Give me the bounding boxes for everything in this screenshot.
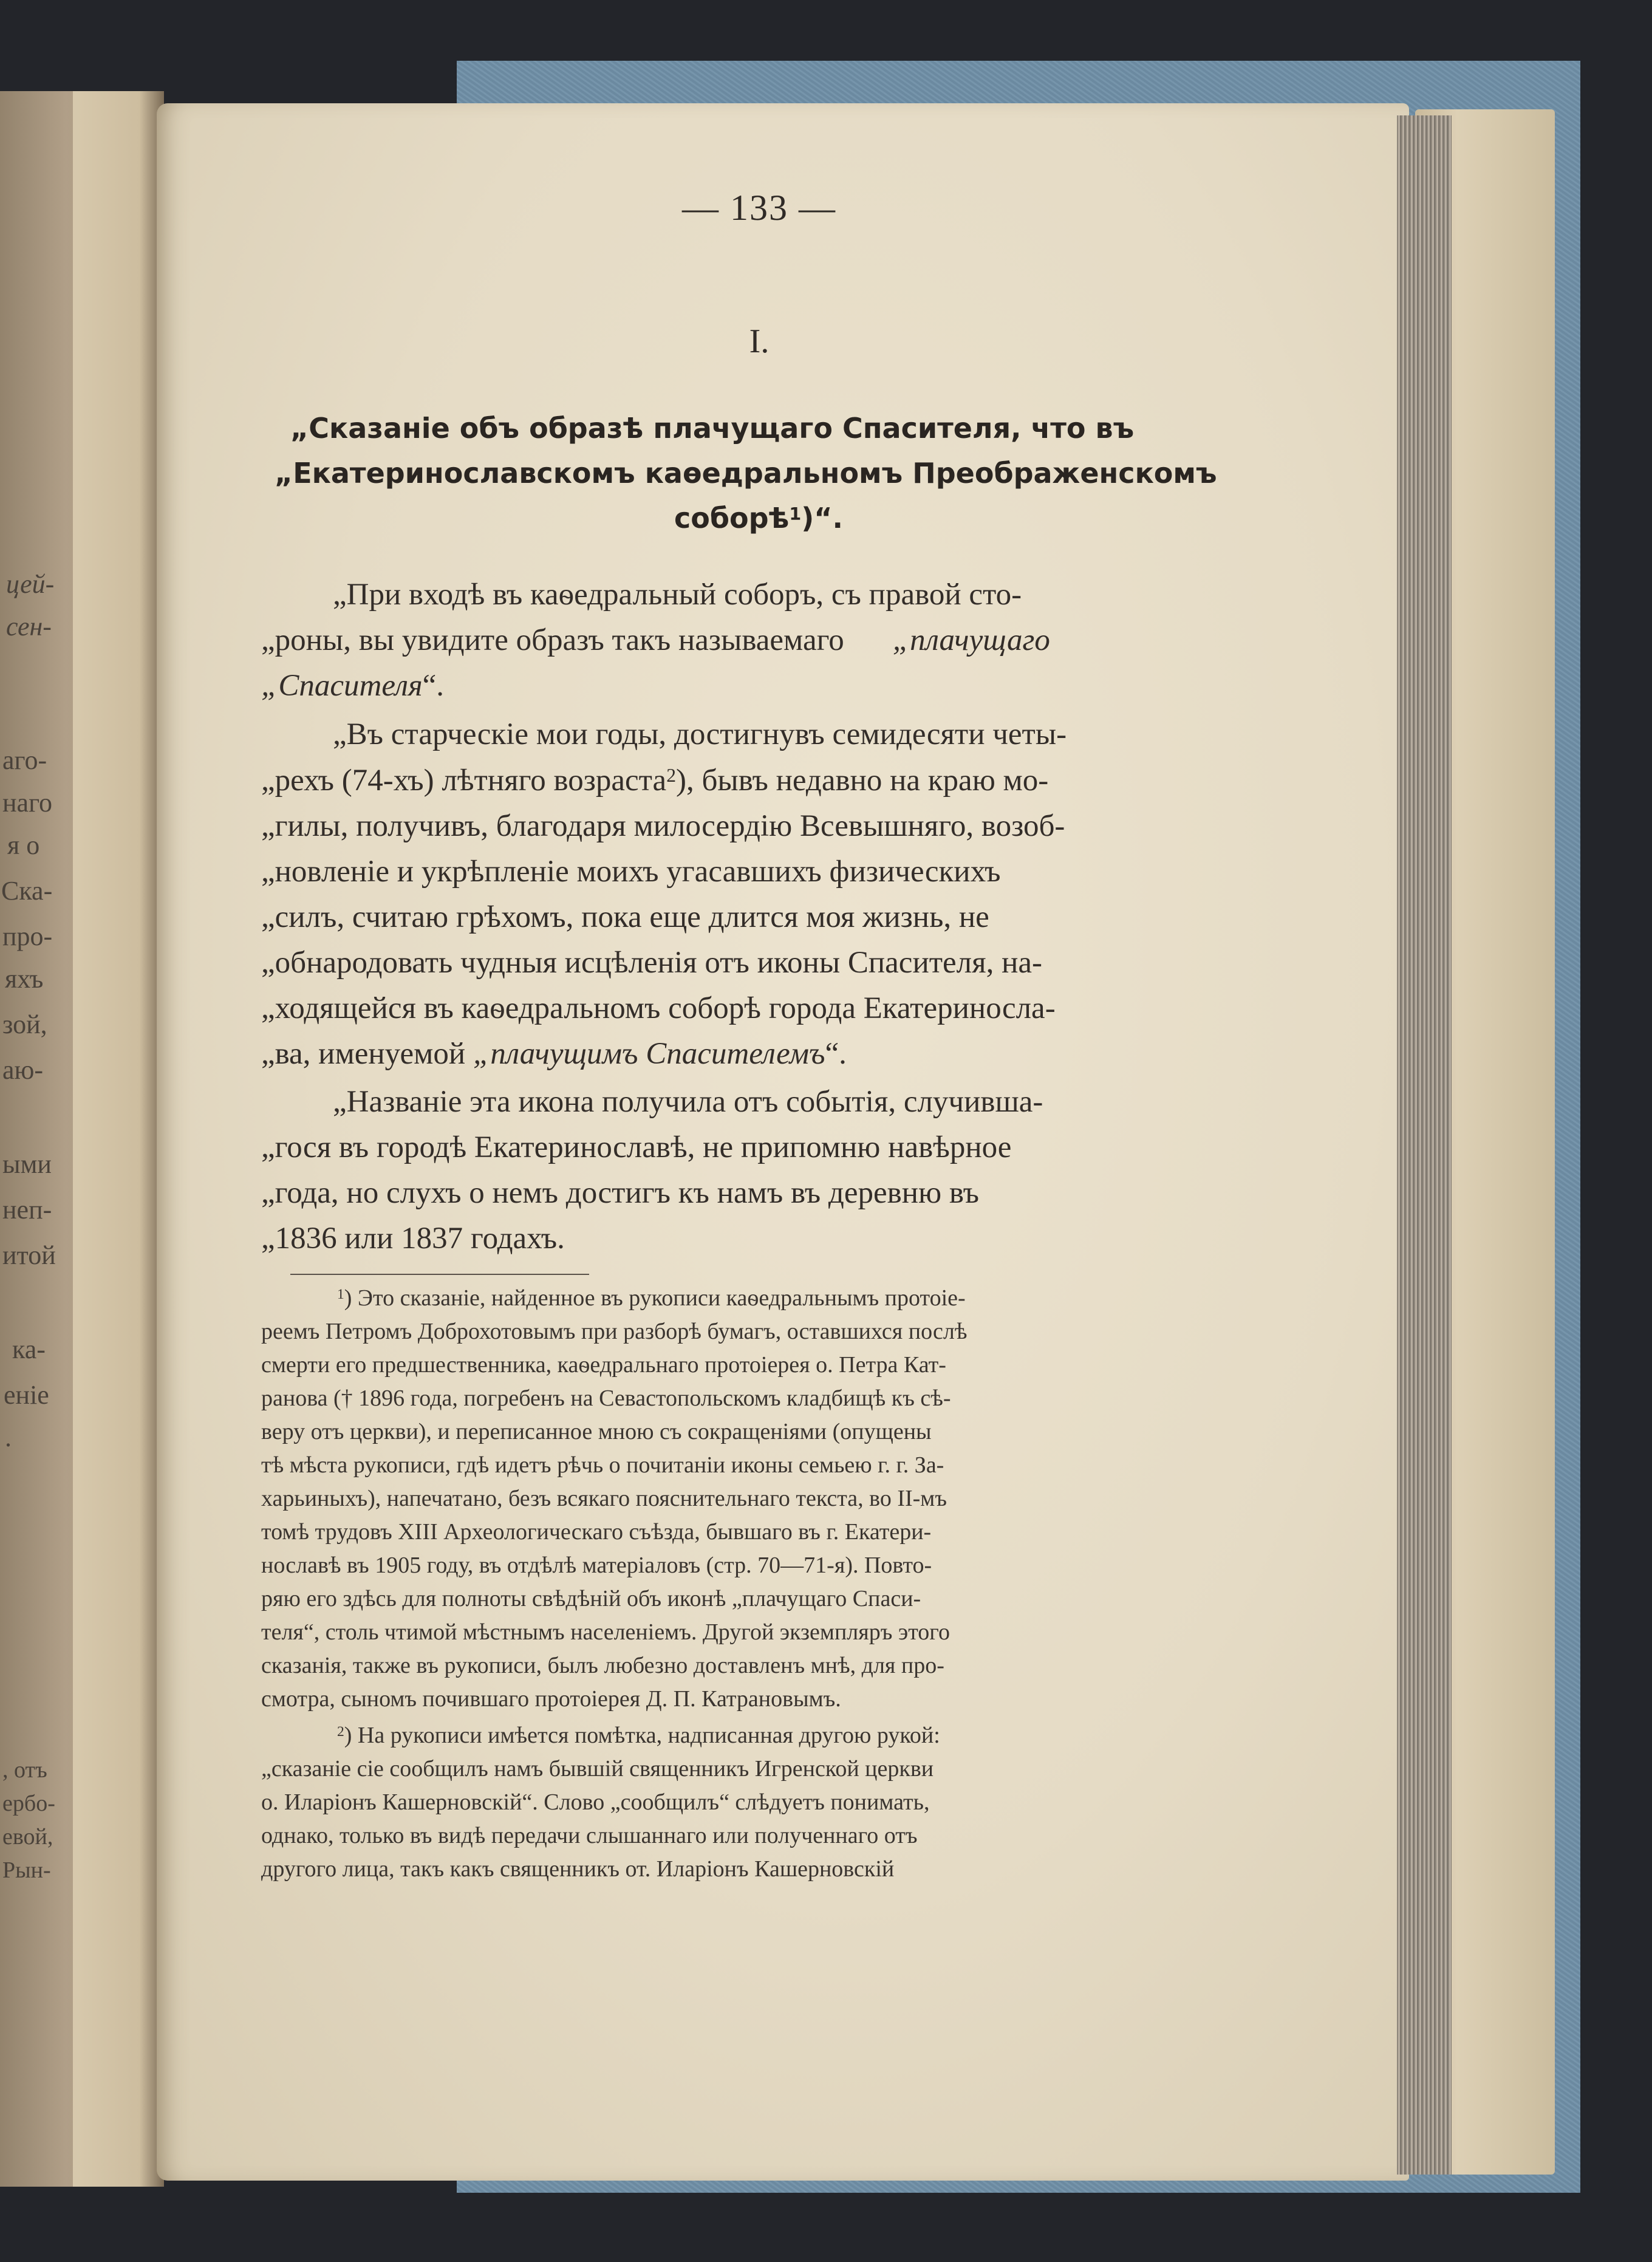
footnote-divider — [290, 1274, 589, 1275]
title-line: „Сказаніе объ образѣ плачущаго Спасителя, что въ — [290, 412, 1135, 445]
body-line: „Въ старческіе мои годы, достигнувъ семидесяти четы- — [333, 717, 1067, 751]
left-fragment: Ска- — [1, 876, 53, 906]
body-line: „новленіе и укрѣпленіе моихъ угасавшихъ физическихъ — [261, 855, 1001, 889]
body-line: „Названіе эта икона получила отъ событія, случивша- — [333, 1085, 1043, 1119]
footnote-line: смотра, сыномъ почившаго протоіерея Д. П. Катрановымъ. — [261, 1686, 841, 1712]
footnote-line: $^1$) Это сказаніе, найденное въ рукописи каѳедральнымъ протоіе- — [337, 1285, 966, 1311]
left-fragment: аю- — [2, 1055, 44, 1085]
title-line: соборѣ$^1$)“. — [674, 502, 843, 535]
section-number: I. — [749, 323, 770, 360]
body-line: „рехъ (74-хъ) лѣтняго возраста$^2$), бывъ недавно на краю мо- — [261, 764, 1049, 798]
body-line: „силъ, считаю грѣхомъ, пока еще длится моя жизнь, не — [261, 900, 989, 934]
footnote-line: реемъ Петромъ Доброхотовымъ при разборѣ бумагъ, оставшихся послѣ — [261, 1319, 968, 1344]
left-fragment: Рын- — [2, 1857, 51, 1883]
footnote-ref: 1 — [789, 504, 802, 525]
left-fragment: ыми — [2, 1149, 52, 1179]
left-fragment: ка- — [12, 1334, 46, 1364]
footnote-line: томѣ трудовъ XIII Археологическаго съѣзда, бывшаго въ г. Екатери- — [261, 1519, 932, 1545]
left-fragment: цей- — [6, 569, 55, 599]
left-fragment: , отъ — [2, 1757, 47, 1783]
left-fragment: . — [5, 1423, 12, 1452]
footnote-line: сказанія, также въ рукописи, былъ любезно доставленъ мнѣ, для про- — [261, 1653, 944, 1678]
footnote-line: теля“, столь чтимой мѣстнымъ населеніемъ. Другой экземпляръ этого — [261, 1619, 950, 1645]
left-fragment: наго — [2, 788, 53, 818]
footnote-ref: 2 — [666, 764, 676, 786]
body-line: „При входѣ въ каѳедральный соборъ, съ правой сто- — [333, 578, 1022, 612]
footnote-line: веру отъ церкви), и переписанное мною съ сокращеніями (опущены — [261, 1419, 932, 1444]
body-line: „ва, именуемой „плачущимъ Спасителемъ“. — [261, 1037, 847, 1071]
footnote-line: о. Иларіонъ Кашерновскій“. Слово „сообщилъ“ слѣдуетъ понимать, — [261, 1789, 930, 1815]
footnote-line: „сказаніе сіе сообщилъ намъ бывшій священникъ Игренской церкви — [261, 1756, 934, 1782]
body-line: „Спасителя“. — [261, 669, 445, 703]
left-fragment: сен- — [6, 612, 52, 641]
footnote-line: смерти его предшественника, каѳедральнаго протоіерея о. Петра Кат- — [261, 1352, 946, 1378]
page-number: — 133 — — [682, 188, 836, 228]
footnote-line: ранова († 1896 года, погребенъ на Севастопольскомъ кладбищѣ къ сѣ- — [261, 1386, 951, 1411]
body-line: „ходящейся въ каѳедральномъ соборѣ города Екатериносла- — [261, 991, 1056, 1025]
footnote-line: однако, только въ видѣ передачи слышаннаго или полученнаго отъ — [261, 1823, 918, 1848]
left-fragment: евой, — [2, 1824, 53, 1850]
left-fragment: ербо- — [2, 1791, 55, 1816]
body-line: „года, но слухъ о немъ достигъ къ намъ въ деревню въ — [261, 1176, 980, 1210]
left-fragment: неп- — [2, 1195, 52, 1225]
title-line: „Екатеринославскомъ каѳедральномъ Преображенскомъ — [275, 457, 1217, 490]
left-fragment: еніе — [4, 1380, 49, 1410]
left-fragment: итой — [2, 1240, 56, 1270]
body-line: „обнародовать чудныя исцѣленія отъ иконы Спасителя, на- — [261, 946, 1042, 980]
footnote-line: харьиныхъ), напечатано, безъ всякаго пояснительнаго текста, во II-мъ — [261, 1486, 947, 1511]
footnote-line: $^2$) На рукописи имѣется помѣтка, надписанная другою рукой: — [337, 1723, 940, 1748]
footnote-line: ряю его здѣсь для полноты свѣдѣній объ иконѣ „плачущаго Спаси- — [261, 1586, 921, 1611]
page-edges — [1397, 115, 1452, 2175]
footnote-line: нославѣ въ 1905 году, въ отдѣлѣ матеріаловъ (стр. 70—71-я). Повто- — [261, 1553, 932, 1578]
left-fragment: про- — [2, 921, 53, 951]
body-line: „роны, вы увидите образъ такъ называемаго „плачущаго — [261, 623, 1050, 657]
footnote-line: тѣ мѣста рукописи, гдѣ идетъ рѣчь о почитаніи иконы семьею г. г. За- — [261, 1452, 944, 1478]
left-fragment: яхъ — [5, 964, 44, 994]
left-fragment: я о — [7, 830, 40, 860]
body-line: „гилы, получивъ, благодаря милосердію Всевышняго, возоб- — [261, 809, 1065, 843]
left-fragment: зой, — [2, 1010, 47, 1039]
body-line: „гося въ городѣ Екатеринославѣ, не припомню навѣрное — [261, 1130, 1012, 1164]
body-line: „1836 или 1837 годахъ. — [261, 1222, 565, 1256]
footnote-line: другого лица, такъ какъ священникъ от. Иларіонъ Кашерновскій — [261, 1856, 895, 1882]
left-fragment: аго- — [2, 745, 47, 775]
